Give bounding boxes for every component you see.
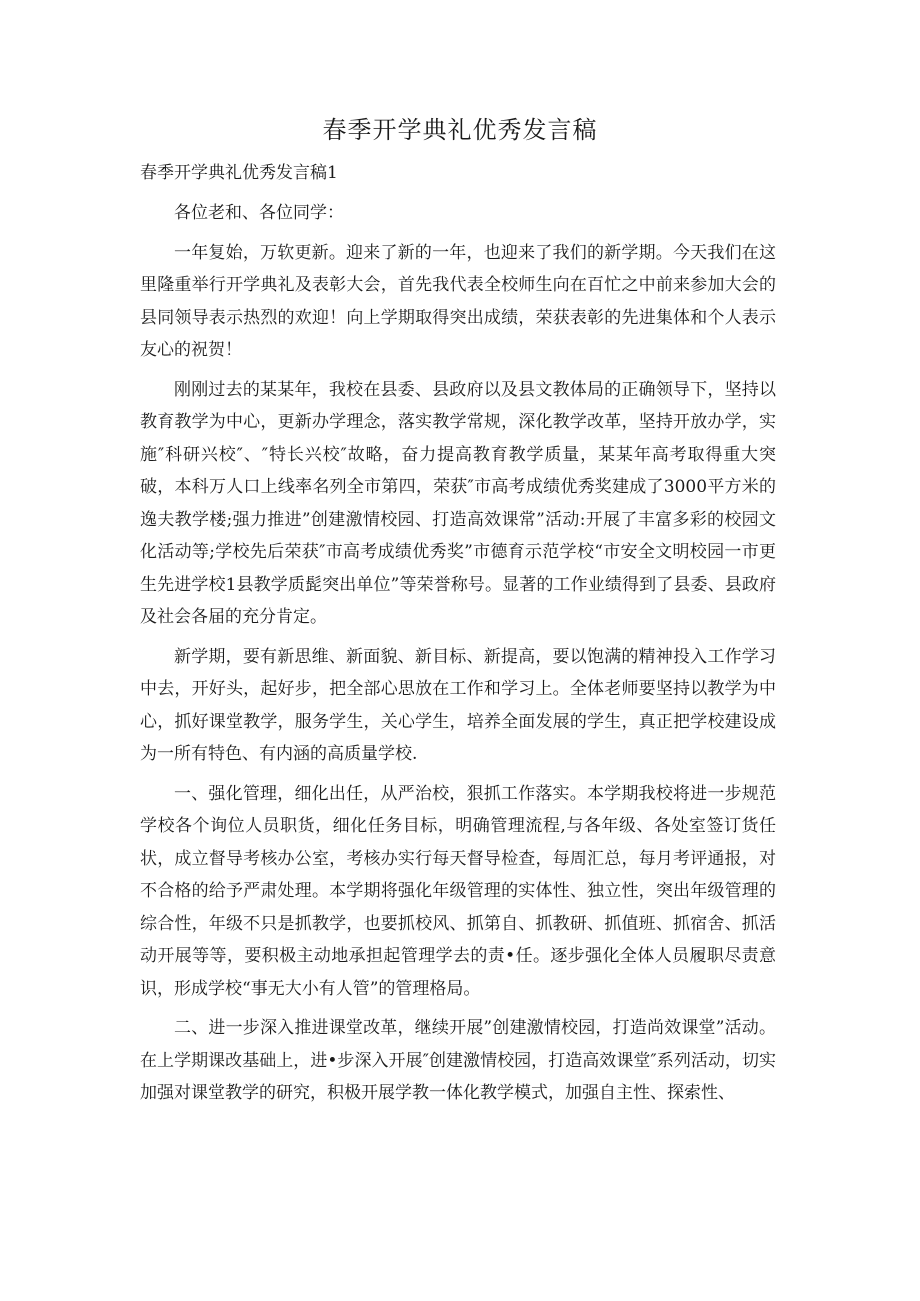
paragraph-classroom-reform: 二、进一步深入推进课堂改革，继续开展”创建激情校园，打造尚效课堂”活动。在上学期课改基础上，进•步深入开展″创建激情校园，打造高效课堂″系列活动，切实加强对课堂教学的研究，积极开展学教一体化教学模式，加强自主性、探索性、 [140, 1018, 776, 1103]
paragraph-management: 一、强化管理，细化出任，从严治校，狠抓工作落实。本学期我校将进一步规范学校各个询位人员职货，细化任务目标，明确管理流程,与各年级、各处室签订货任状，成立督导考核办公室，考核办实行每天督导检查，每周汇总，每月考评通报，对不合格的给予严肃处理。本学期将强化年级管理的实体性、独立性，突出年级管理的综合性，年级不只是抓教学，也要抓校风、抓第自、抓教研、抓值班、抓宿舍、抓活动开展等等，要积极主动地承担起管理学去的责•任。逐步强化全体人员履职尽责意识，形成学校“事无大小有人管”的管理格局。 [140, 783, 776, 999]
paragraph-review: 刚刚过去的某某年，我校在县委、县政府以及县文教体局的正确领导下，坚持以教育教学为中心，更新办学理念，落实教学常规，深化教学改革，坚持开放办学，实施″科研兴校″、″特长兴校″故略，奋力提高教育教学质量，某某年高考取得重大突破，本科万人口上线率名列全市第四，荣获″市高考成绩优秀奖建成了3000平方米的逸夫教学楼;强力推进”创建激情校园、打造高效课常”活动:开展了丰富多彩的校园文化活动等;学校先后荣获″市高考成绩优秀奖”市德育示范学校“市安全文明校园一市更生先进学校1县教学质髭突出单位”等荣誉称号。显著的工作业绩得到了县委、县政府及社会各届的充分肯定。 [140, 379, 776, 627]
paragraph-opening: 一年复始，万软更新。迎来了新的一年，也迎来了我们的新学期。今天我们在这里隆重举行开学典礼及表彰大会，首先我代表全校师生向在百忙之中前来参加大会的县同领导表示热烈的欢迎！向上学期取得突出成绩，荣获表彰的先进集体和个人表示友心的祝贺！ [140, 242, 776, 360]
document-body [140, 197, 776, 1117]
paragraph-new-semester: 新学期，要有新思维、新面貌、新目标、新提高，要以饱满的精神投入工作学习中去，开好头，起好步，把全部心思放在工作和学习上。全体老师要坚持以教学为中心，抓好课堂教学，服务学生，关心学生，培养全面发展的学生，真正把学校建设成为一所有特色、有内涵的高质量学校. [140, 646, 776, 764]
page-title: 春季开学典礼优秀发言稿 [322, 116, 598, 144]
paragraph-salutation: 各位老和、各位同学： [174, 203, 344, 223]
section-heading: 春季开学典礼优秀发言稿1 [140, 163, 338, 183]
